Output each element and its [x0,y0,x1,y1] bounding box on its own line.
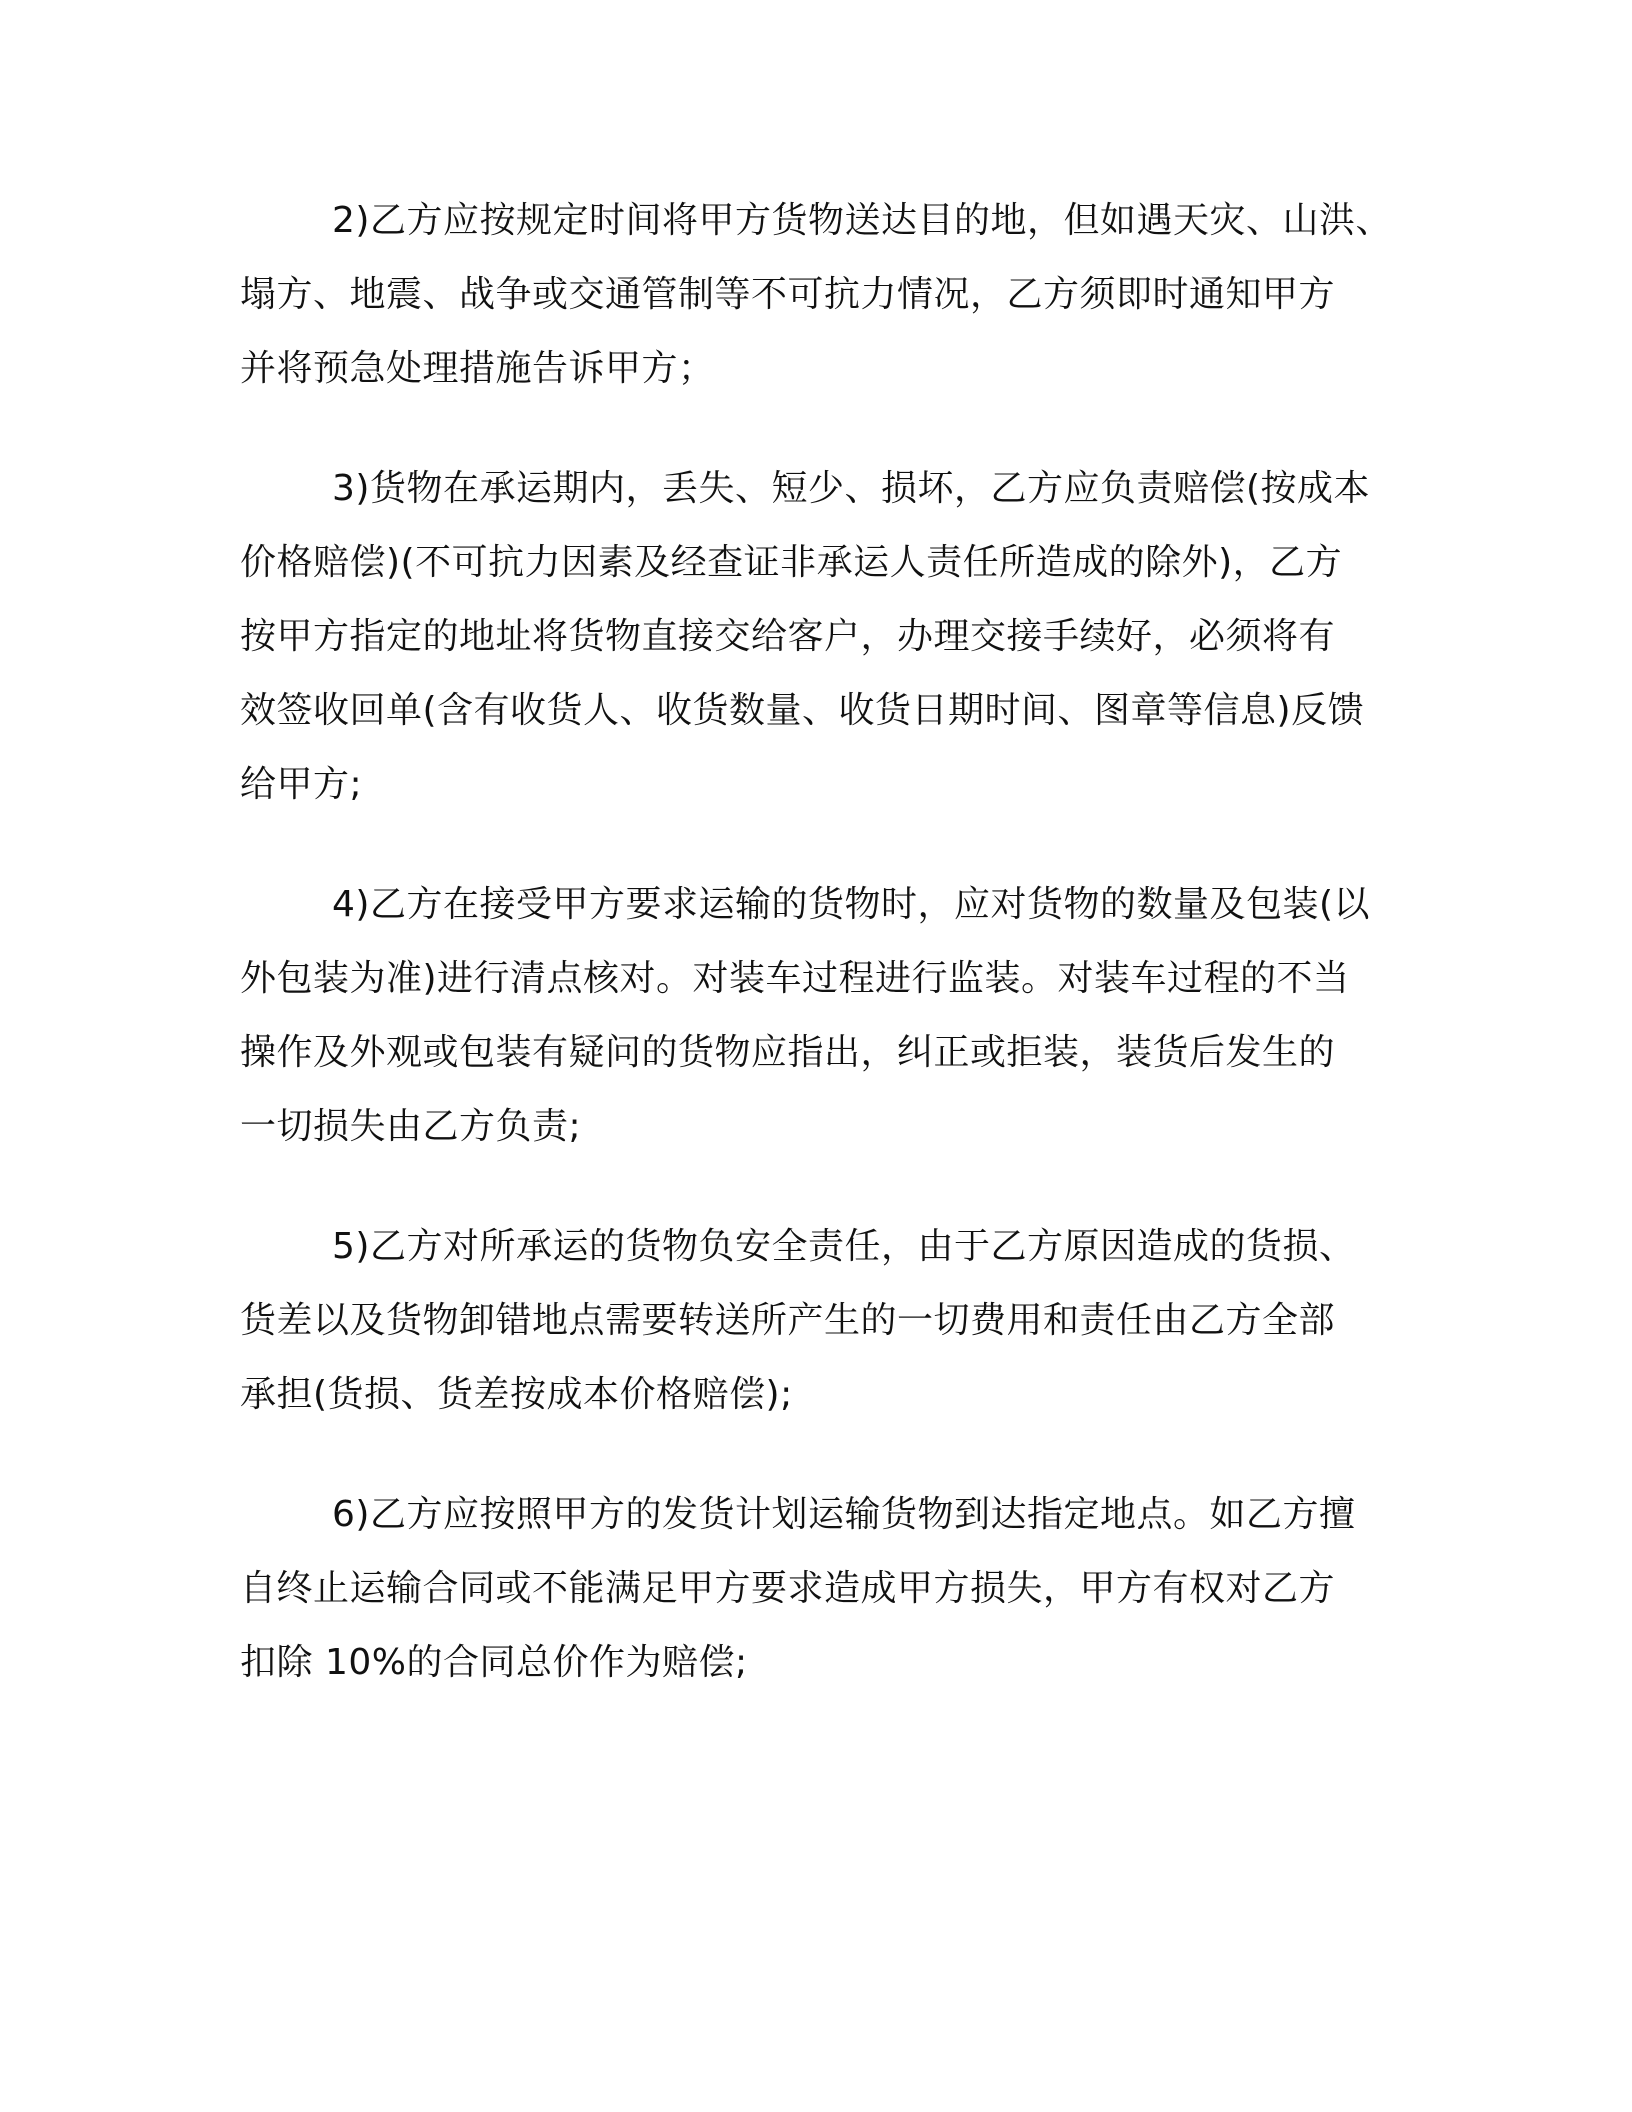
text-line: 自终止运输合同或不能满足甲方要求造成甲方损失，甲方有权对乙方 [240,1568,1336,1609]
document-body [240,184,1390,1746]
text-line: 货差以及货物卸错地点需要转送所产生的一切费用和责任由乙方全部 [240,1300,1336,1341]
text-line: 价格赔偿)(不可抗力因素及经查证非承运人责任所造成的除外)，乙方 [240,542,1343,583]
text-line: 一切损失由乙方负责; [240,1106,582,1147]
text-line: 给甲方; [240,764,363,805]
text-line: 3)货物在承运期内，丢失、短少、损坏，乙方应负责赔偿(按成本 [332,468,1370,509]
clause-5 [240,1210,1390,1432]
clause-2 [240,184,1390,406]
text-line: 扣除 10%的合同总价作为赔偿; [240,1642,748,1683]
text-line: 并将预急处理措施告诉甲方； [240,348,715,389]
clause-4 [240,868,1390,1164]
text-line: 按甲方指定的地址将货物直接交给客户，办理交接手续好，必须将有 [240,616,1336,657]
text-line: 外包装为准)进行清点核对。对装车过程进行监装。对装车过程的不当 [240,958,1350,999]
text-line: 操作及外观或包装有疑问的货物应指出，纠正或拒装，装货后发生的 [240,1032,1336,1073]
text-line: 6)乙方应按照甲方的发货计划运输货物到达指定地点。如乙方擅 [332,1494,1356,1535]
text-line: 4)乙方在接受甲方要求运输的货物时，应对货物的数量及包装(以 [332,884,1370,925]
text-line: 2)乙方应按规定时间将甲方货物送达目的地，但如遇天灾、山洪、 [332,200,1392,241]
text-line: 塌方、地震、战争或交通管制等不可抗力情况，乙方须即时通知甲方 [240,274,1336,315]
text-line: 5)乙方对所承运的货物负安全责任，由于乙方原因造成的货损、 [332,1226,1356,1267]
clause-6 [240,1478,1390,1700]
clause-3 [240,452,1390,822]
text-line: 效签收回单(含有收货人、收货数量、收货日期时间、图章等信息)反馈 [240,690,1365,731]
text-line: 承担(货损、货差按成本价格赔偿); [240,1374,793,1415]
